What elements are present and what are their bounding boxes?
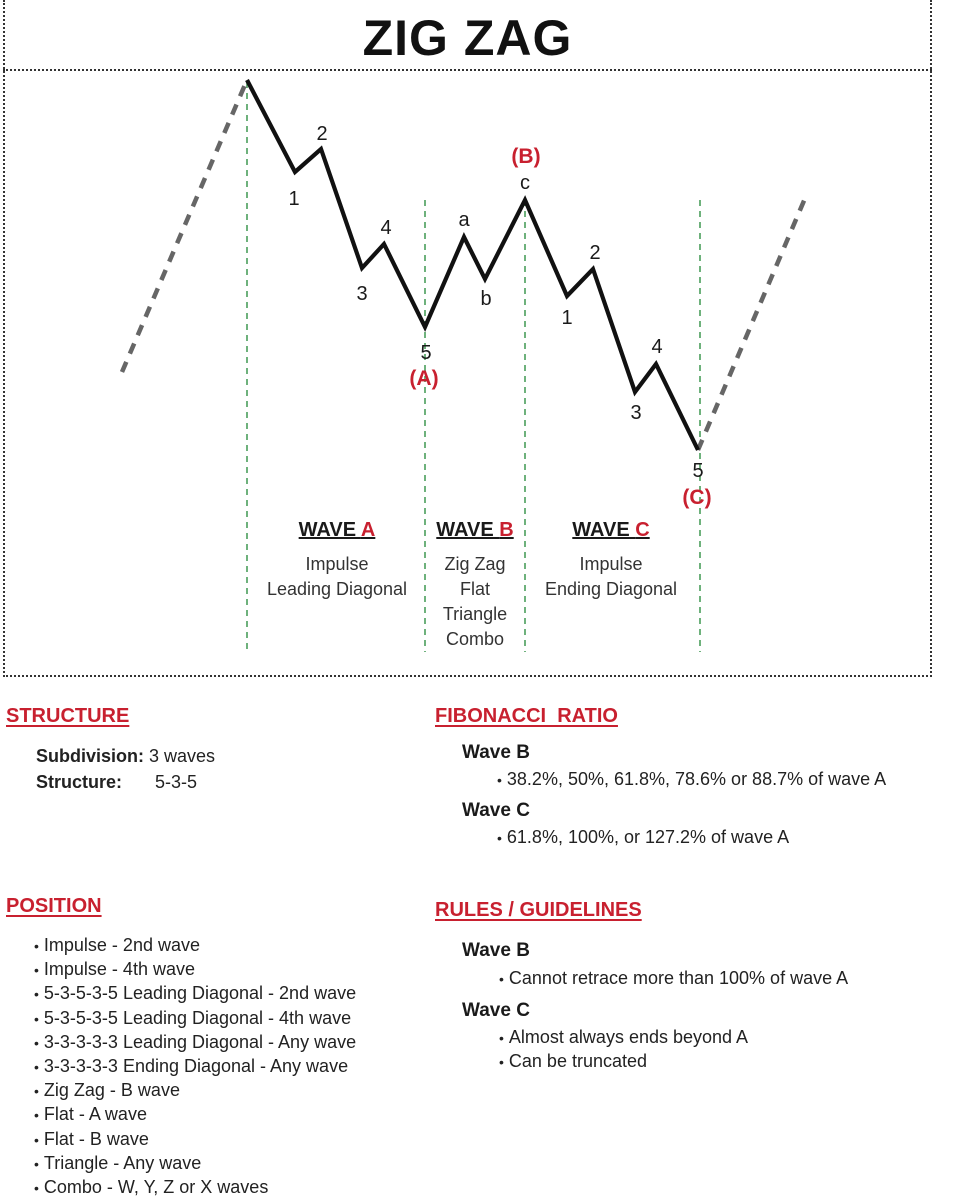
wave-a-type: Impulse — [305, 554, 369, 574]
structure-heading: STRUCTURE — [6, 705, 130, 727]
subdivision-label: Subdivision: — [36, 746, 144, 766]
lead-in-dotted-line — [122, 80, 247, 372]
list-item: • Flat - B wave — [34, 1128, 356, 1152]
wave-c-type: Impulse — [579, 554, 643, 574]
list-item: • Triangle - Any wave — [34, 1152, 356, 1176]
structure-value: 5-3-5 — [155, 772, 198, 792]
wave-b-heading-prefix: WAVE — [436, 519, 500, 541]
fibonacci-heading: FIBONACCI RATIO — [435, 705, 618, 727]
rules-wave-c-label: Wave C — [462, 1000, 530, 1021]
wave-label-a1: 1 — [288, 188, 300, 210]
structure-label: Structure: — [36, 772, 123, 792]
rules-wave-c-list — [499, 1026, 748, 1074]
list-item: • Flat - A wave — [34, 1103, 356, 1127]
list-item: • 38.2%, 50%, 61.8%, 78.6% or 88.7% of wave A — [497, 768, 886, 792]
wave-label-c1: 1 — [561, 307, 573, 329]
wave-b-type: Triangle — [442, 604, 508, 624]
list-item: • 3-3-3-3-3 Ending Diagonal - Any wave — [34, 1055, 356, 1079]
wave-label-a3: 3 — [356, 283, 368, 305]
wave-label-b-c: c — [520, 172, 530, 194]
list-item: • Almost always ends beyond A — [499, 1026, 748, 1050]
wave-a-heading-letter: A — [360, 519, 376, 541]
wave-a-type: Leading Diagonal — [266, 579, 408, 599]
page-title: ZIG ZAG — [362, 9, 573, 66]
rules-wave-b-label: Wave B — [462, 940, 530, 961]
list-item: • Can be truncated — [499, 1050, 748, 1074]
wave-b-heading-letter: B — [499, 519, 514, 541]
list-item: • 5-3-5-3-5 Leading Diagonal - 2nd wave — [34, 982, 356, 1006]
list-item: • Impulse - 4th wave — [34, 958, 356, 982]
zigzag-path — [247, 80, 698, 450]
list-item: • Zig Zag - B wave — [34, 1079, 356, 1103]
list-item: • 3-3-3-3-3 Leading Diagonal - Any wave — [34, 1031, 356, 1055]
lead-out-dotted-line — [698, 196, 806, 450]
list-item: • Combo - W, Y, Z or X waves — [34, 1176, 356, 1200]
fibonacci-wave-c-list — [497, 826, 789, 850]
position-heading: POSITION — [6, 895, 102, 917]
fibonacci-wave-c-label: Wave C — [462, 800, 530, 821]
list-item: • Cannot retrace more than 100% of wave A — [499, 967, 848, 991]
wave-label-a4: 4 — [380, 217, 392, 239]
wave-c-heading-prefix: WAVE — [572, 519, 636, 541]
subdivision-value: 3 waves — [144, 746, 216, 766]
wave-label-b-a: a — [458, 209, 470, 231]
wave-label-a2: 2 — [316, 123, 328, 145]
wave-label-b-b: b — [480, 288, 492, 310]
wave-label-c3: 3 — [630, 402, 642, 424]
wave-b-type: Combo — [445, 629, 505, 649]
wave-label-c5: 5 — [692, 460, 704, 482]
subdivision-row — [36, 746, 215, 767]
wave-b-type: Flat — [459, 579, 490, 599]
wave-c-type: Ending Diagonal — [544, 579, 678, 599]
fibonacci-wave-b-list — [497, 768, 886, 792]
position-list — [34, 934, 356, 1200]
wave-c-block — [516, 519, 706, 602]
wave-c-heading-letter: C — [635, 519, 650, 541]
list-item: • Impulse - 2nd wave — [34, 934, 356, 958]
wave-b-type: Zig Zag — [444, 554, 506, 574]
structure-row — [36, 772, 122, 793]
list-item: • 61.8%, 100%, or 127.2% of wave A — [497, 826, 789, 850]
fibonacci-wave-b-label: Wave B — [462, 742, 530, 763]
wave-label-c2: 2 — [589, 242, 601, 264]
wave-c-heading — [516, 519, 706, 542]
wave-label-a5: 5 — [420, 342, 432, 364]
rules-heading: RULES / GUIDELINES — [435, 899, 642, 921]
wave-a-heading-prefix: WAVE — [298, 519, 361, 541]
point-label-a: (A) — [409, 367, 439, 390]
wave-label-c4: 4 — [651, 336, 663, 358]
point-label-c: (C) — [682, 486, 712, 509]
rules-wave-b-list — [499, 967, 848, 991]
point-label-b: (B) — [511, 145, 541, 168]
list-item: • 5-3-5-3-5 Leading Diagonal - 4th wave — [34, 1007, 356, 1031]
